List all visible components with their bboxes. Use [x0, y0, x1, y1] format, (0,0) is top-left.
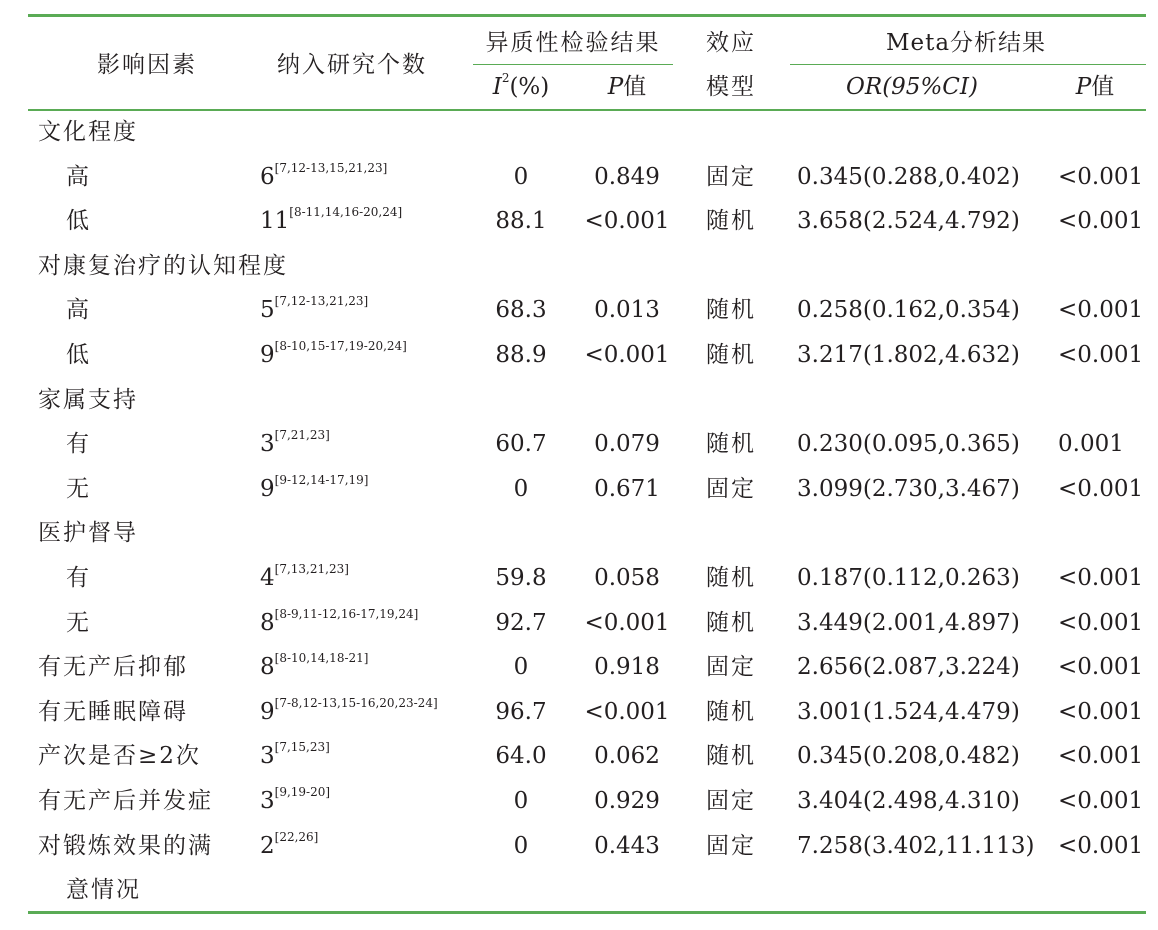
- study-references: [9,19-20]: [274, 785, 331, 799]
- header-i2: $I^2(\%)$: [492, 71, 550, 100]
- row-model: 固定: [706, 788, 756, 814]
- study-count-value: 3: [260, 743, 275, 769]
- row-i2: 96.7: [495, 699, 547, 725]
- row-study-count: [260, 697, 438, 730]
- study-references: [7,13,21,23]: [274, 562, 349, 576]
- study-count-value: 9: [260, 476, 275, 502]
- row-study-count: [260, 652, 368, 685]
- row-study-count: [260, 474, 368, 507]
- study-references: [7-8,12-13,15-16,20,23-24]: [274, 696, 438, 710]
- header-meta: Meta分析结果: [885, 30, 1047, 56]
- header-model-line1: 效应: [706, 30, 756, 56]
- row-i2: 92.7: [495, 610, 547, 636]
- row-i2: 0: [513, 833, 529, 859]
- row-study-count: [260, 831, 318, 864]
- header-or: OR(95%CI): [846, 74, 978, 100]
- row-model: 随机: [706, 565, 756, 591]
- row-p: <0.001: [584, 208, 670, 234]
- row-factor: 家属支持: [38, 387, 138, 413]
- study-references: [8-10,14,18-21]: [274, 651, 369, 665]
- study-count-value: 3: [260, 788, 275, 814]
- row-factor: 意情况: [66, 877, 141, 903]
- heterogeneity-underline: [473, 64, 673, 65]
- row-or: 0.258(0.162,0.354): [797, 297, 1020, 323]
- header-factor: 影响因素: [97, 52, 197, 78]
- row-model: 随机: [706, 699, 756, 725]
- row-meta-p: <0.001: [1058, 699, 1144, 725]
- row-factor: 有: [66, 431, 91, 457]
- row-p: 0.013: [594, 297, 660, 323]
- study-count-value: 6: [260, 164, 275, 190]
- row-factor: 有无产后抑郁: [38, 654, 188, 680]
- study-references: [22,26]: [274, 830, 319, 844]
- row-factor: 有无产后并发症: [38, 788, 213, 814]
- row-study-count: [260, 295, 368, 328]
- row-factor: 无: [66, 476, 91, 502]
- row-factor: 高: [66, 164, 91, 190]
- row-p: 0.058: [594, 565, 660, 591]
- row-model: 固定: [706, 833, 756, 859]
- row-meta-p: <0.001: [1058, 788, 1144, 814]
- study-count-value: 2: [260, 833, 275, 859]
- row-model: 随机: [706, 342, 756, 368]
- row-factor: 高: [66, 297, 91, 323]
- header-p: P值: [607, 74, 647, 100]
- row-meta-p: <0.001: [1058, 610, 1144, 636]
- row-i2: 60.7: [495, 431, 547, 457]
- row-factor: 低: [66, 208, 91, 234]
- row-meta-p: <0.001: [1058, 833, 1144, 859]
- row-factor: 低: [66, 342, 91, 368]
- meta-underline: [790, 64, 1146, 65]
- row-model: 随机: [706, 208, 756, 234]
- header-model-line2: 模型: [706, 74, 756, 100]
- row-i2: 0: [513, 654, 529, 680]
- row-factor: 文化程度: [38, 119, 138, 145]
- study-count-value: 5: [260, 297, 275, 323]
- row-study-count: [260, 162, 387, 195]
- row-i2: 88.1: [495, 208, 547, 234]
- row-factor: 有: [66, 565, 91, 591]
- row-study-count: [260, 563, 349, 596]
- row-study-count: [260, 786, 330, 819]
- row-model: 固定: [706, 476, 756, 502]
- row-factor: 医护督导: [38, 520, 138, 546]
- row-model: 随机: [706, 743, 756, 769]
- row-factor: 产次是否≥2次: [38, 743, 201, 769]
- row-meta-p: <0.001: [1058, 476, 1144, 502]
- row-i2: 59.8: [495, 565, 547, 591]
- row-or: 0.230(0.095,0.365): [797, 431, 1020, 457]
- row-meta-p: <0.001: [1058, 654, 1144, 680]
- row-p: 0.443: [594, 833, 660, 859]
- study-count-value: 4: [260, 565, 275, 591]
- row-study-count: [260, 340, 407, 373]
- row-meta-p: <0.001: [1058, 565, 1144, 591]
- row-p: 0.849: [594, 164, 660, 190]
- row-i2: 68.3: [495, 297, 547, 323]
- row-or: 2.656(2.087,3.224): [797, 654, 1020, 680]
- row-or: 3.217(1.802,4.632): [797, 342, 1020, 368]
- study-count-value: 8: [260, 654, 275, 680]
- row-p: 0.079: [594, 431, 660, 457]
- row-p: <0.001: [584, 610, 670, 636]
- row-model: 固定: [706, 654, 756, 680]
- row-i2: 88.9: [495, 342, 547, 368]
- row-study-count: [260, 741, 330, 774]
- header-heterogeneity: 异质性检验结果: [485, 30, 661, 56]
- row-model: 随机: [706, 297, 756, 323]
- row-model: 随机: [706, 610, 756, 636]
- row-i2: 0: [513, 476, 529, 502]
- study-references: [7,12-13,15,21,23]: [274, 161, 388, 175]
- study-references: [7,12-13,21,23]: [274, 294, 369, 308]
- study-references: [8-10,15-17,19-20,24]: [274, 339, 407, 353]
- table-top-rule: [28, 14, 1146, 17]
- row-meta-p: <0.001: [1058, 297, 1144, 323]
- row-or: 0.345(0.208,0.482): [797, 743, 1020, 769]
- row-p: 0.929: [594, 788, 660, 814]
- study-count-value: 8: [260, 610, 275, 636]
- row-or: 0.187(0.112,0.263): [797, 565, 1020, 591]
- row-p: 0.671: [594, 476, 660, 502]
- row-factor: 对康复治疗的认知程度: [38, 253, 288, 279]
- header-studies: 纳入研究个数: [277, 52, 427, 78]
- row-meta-p: 0.001: [1058, 431, 1124, 457]
- row-model: 随机: [706, 431, 756, 457]
- header-bottom-rule: [28, 109, 1146, 111]
- row-meta-p: <0.001: [1058, 342, 1144, 368]
- row-i2: 0: [513, 788, 529, 814]
- row-study-count: [260, 206, 402, 239]
- row-p: 0.062: [594, 743, 660, 769]
- row-or: 3.658(2.524,4.792): [797, 208, 1020, 234]
- row-or: 3.404(2.498,4.310): [797, 788, 1020, 814]
- row-meta-p: <0.001: [1058, 208, 1144, 234]
- study-references: [7,21,23]: [274, 428, 330, 442]
- study-count-value: 3: [260, 431, 275, 457]
- row-or: 7.258(3.402,11.113): [797, 833, 1035, 859]
- row-meta-p: <0.001: [1058, 164, 1144, 190]
- row-i2: 64.0: [495, 743, 547, 769]
- study-count-value: 9: [260, 342, 275, 368]
- row-p: <0.001: [584, 699, 670, 725]
- row-factor: 有无睡眠障碍: [38, 699, 188, 725]
- study-count-value: 11: [260, 208, 290, 234]
- row-study-count: [260, 608, 418, 641]
- row-or: 3.001(1.524,4.479): [797, 699, 1020, 725]
- row-factor: 无: [66, 610, 91, 636]
- study-references: [8-11,14,16-20,24]: [289, 205, 403, 219]
- row-p: <0.001: [584, 342, 670, 368]
- row-model: 固定: [706, 164, 756, 190]
- study-references: [8-9,11-12,16-17,19,24]: [274, 607, 419, 621]
- row-meta-p: <0.001: [1058, 743, 1144, 769]
- study-count-value: 9: [260, 699, 275, 725]
- row-or: 3.099(2.730,3.467): [797, 476, 1020, 502]
- row-i2: 0: [513, 164, 529, 190]
- row-p: 0.918: [594, 654, 660, 680]
- table-bottom-rule: [28, 911, 1146, 914]
- row-factor: 对锻炼效果的满: [38, 833, 213, 859]
- row-or: 0.345(0.288,0.402): [797, 164, 1020, 190]
- study-references: [7,15,23]: [274, 740, 330, 754]
- study-references: [9-12,14-17,19]: [274, 473, 369, 487]
- header-meta-p: P值: [1075, 74, 1115, 100]
- row-study-count: [260, 429, 330, 462]
- row-or: 3.449(2.001,4.897): [797, 610, 1020, 636]
